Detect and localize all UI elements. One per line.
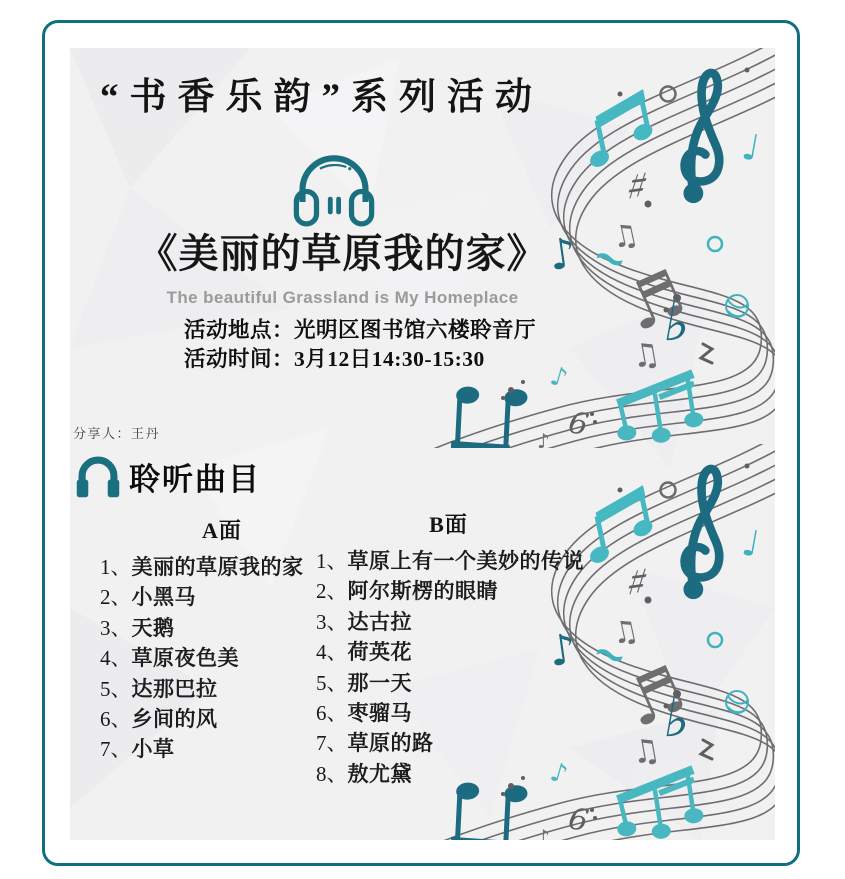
track-item: 2、 阿尔斯楞的眼睛	[316, 579, 498, 604]
slide-title-section	[70, 48, 775, 444]
track-item: 6、 乡间的风	[100, 706, 218, 731]
event-location: 活动地点：光明区图书馆六楼聆音厅	[184, 318, 537, 342]
track-item: 2、 小黑马	[100, 585, 196, 610]
slide-tracklist-section	[70, 444, 775, 840]
section-title: 聆听曲目	[129, 461, 261, 498]
headphones-filled-icon	[75, 453, 121, 499]
side-b-header: B面	[429, 512, 468, 537]
track-item: 7、 草原的路	[316, 731, 434, 756]
track-item: 5、 那一天	[316, 670, 412, 695]
track-item: 3、 天鹅	[100, 615, 175, 640]
tracklist-side-b	[306, 508, 591, 788]
main-title: 《美丽的草原我的家》	[137, 231, 548, 277]
side-a-header: A面	[202, 518, 242, 543]
presenter-line: 分享人：王丹	[73, 426, 161, 441]
track-item: 6、 枣骝马	[316, 700, 412, 725]
track-item: 3、 达古拉	[316, 609, 412, 634]
event-time: 活动时间：3月12日14:30-15:30	[184, 347, 485, 371]
headphones-outline-icon	[292, 146, 376, 230]
track-item: 7、 小草	[100, 737, 175, 762]
tracklist-header	[75, 450, 261, 502]
track-item: 4、 荷英花	[316, 640, 412, 665]
poster-canvas	[70, 48, 775, 840]
track-item: 1、 草原上有一个美妙的传说	[316, 549, 584, 573]
track-item: 4、 草原夜色美	[100, 646, 239, 671]
series-title: “书香乐韵”系列活动	[100, 77, 543, 118]
track-item: 8、 敖尤黛	[316, 761, 412, 786]
track-item: 5、 达那巴拉	[100, 676, 218, 701]
event-details	[184, 316, 536, 374]
subtitle-english: The beautiful Grassland is My Homeplace	[166, 288, 519, 307]
track-item: 1、 美丽的草原我的家	[100, 555, 304, 579]
